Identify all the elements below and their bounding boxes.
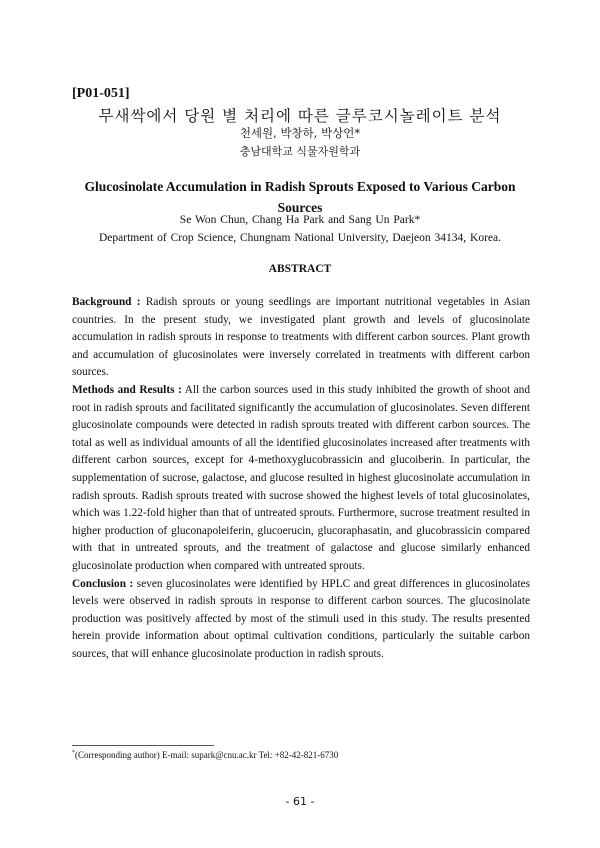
page-number: - 61 - bbox=[285, 795, 315, 808]
footnote bbox=[72, 750, 338, 760]
background-label: Background : bbox=[72, 296, 141, 308]
korean-affiliation: 충남대학교 식물자원학과 bbox=[239, 145, 361, 158]
background-paragraph bbox=[72, 294, 530, 382]
korean-authors: 천세원, 박창하, 박상언* bbox=[239, 126, 361, 140]
methods-paragraph bbox=[72, 382, 530, 576]
conclusion-text: seven glucosinolates were identified by HPLC and great differences in glucosinolates levels were observed in radish sprouts in response to different carbon sources. The glucosinolate production was positively affected by most of the stimuli used in this study. The results presented herein provide information about optimal cultivation conditions, particularly the suitable carbon sources, that will enhance glucosinolate production in radish sprouts. bbox=[72, 577, 530, 660]
english-authors: Se Won Chun, Chang Ha Park and Sang Un Park* bbox=[179, 214, 421, 226]
methods-label: Methods and Results : bbox=[72, 383, 182, 396]
english-affiliation: Department of Crop Science, Chungnam National University, Daejeon 34134, Korea. bbox=[98, 232, 502, 244]
conclusion-label: Conclusion : bbox=[72, 577, 134, 590]
footnote-marker: * bbox=[72, 750, 75, 756]
abstract-code: [P01-051] bbox=[72, 86, 130, 101]
korean-title: 무새싹에서 당원 별 처리에 따른 글루코시놀레이트 분석 bbox=[98, 107, 502, 125]
abstract-body bbox=[72, 294, 530, 663]
methods-text: All the carbon sources used in this study inhibited the growth of shoot and root in radish sprouts and facilitated significantly the accumulation of glucosinolates. Seven different glucosinolate compounds were detected in radish sprouts treated with different carbon sources. The total as well as individual amounts of all the identified glucosinolates increased after treatments with different carbon sources, except for 4-methoxyglucobrassicin and glucoiberin. In particular, the supplementation of sucrose, galactose, and glucose resulted in highest glucosinolate accumulation in radish sprouts. Radish sprouts treated with sucrose showed the highest levels of total glucosinolates, which was 1.22-fold higher than that of untreated sprouts. Furthermore, sucrose treatment resulted in higher production of gluconapoleiferin, glucoerucin, glucoraphasatin, and glucobrassicin compared with that in untreated sprouts, and the treatment of galactose and glucose similarly enhanced glucosinolate production when compared with untreated sprouts. bbox=[72, 383, 530, 572]
footnote-text: (Corresponding author) E-mail: supark@cnu.ac.kr Tel: +82-42-821-6730 bbox=[75, 750, 339, 760]
background-text: Radish sprouts or young seedlings are important nutritional vegetables in Asian countries. In the present study, we investigated plant growth and levels of glucosinolate accumulation in radish sprouts in response to treatments with different carbon sources. Plant growth and accumulation of glucosinolates were inversely correlated in treatments with different carbon sources. bbox=[72, 296, 530, 379]
english-title: Glucosinolate Accumulation in Radish Sprouts Exposed to Various Carbon Sources bbox=[84, 179, 516, 215]
footnote-rule bbox=[72, 745, 214, 746]
abstract-heading: ABSTRACT bbox=[268, 263, 332, 275]
conclusion-paragraph bbox=[72, 576, 530, 664]
